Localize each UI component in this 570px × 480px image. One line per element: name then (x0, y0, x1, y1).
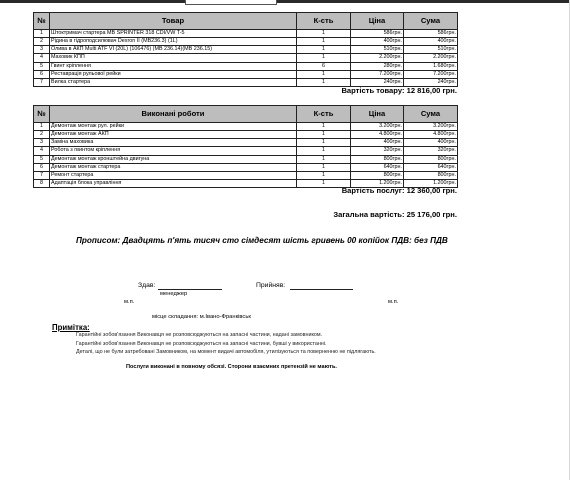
cell-price: 1.200грн. (351, 179, 404, 187)
cell-sum: 2.200грн. (404, 54, 458, 62)
header-price: Ціна (351, 106, 404, 123)
table-row (34, 163, 458, 171)
cell-no: 3 (34, 139, 50, 147)
handed-label: Здав: (138, 282, 156, 289)
goods-header-row (34, 13, 458, 30)
grand-total (250, 210, 457, 219)
cell-price: 510грн. (351, 46, 404, 54)
cell-sum: 240грн. (404, 78, 458, 86)
top-rule-left (0, 0, 185, 3)
cell-item: Вилка стартера (50, 78, 297, 86)
header-item: Товар (50, 13, 297, 30)
cell-no: 8 (34, 179, 50, 187)
cell-price: 3.200грн. (351, 123, 404, 131)
cell-sum: 586грн. (404, 30, 458, 38)
cell-no: 4 (34, 147, 50, 155)
cell-sum: 510грн. (404, 46, 458, 54)
notes-title: Примітка: (52, 323, 90, 332)
cell-sum: 1.200грн. (404, 179, 458, 187)
cell-price: 240грн. (351, 78, 404, 86)
manager-label: менеджер (160, 291, 188, 297)
cell-price: 800грн. (351, 155, 404, 163)
cell-price: 400грн. (351, 139, 404, 147)
services-total-label: Вартість послуг: (341, 186, 405, 195)
stamp-right: м.п. (388, 299, 399, 305)
services-table (33, 105, 458, 188)
cell-no: 3 (34, 46, 50, 54)
cell-item: Демонтаж монтаж рул. рейки (50, 123, 297, 131)
place-of-issue: місце складання: м.Івано-Франківськ (152, 314, 251, 320)
goods-total-value: 12 816,00 грн. (406, 86, 457, 95)
goods-table (33, 12, 458, 87)
cell-qty: 1 (297, 163, 351, 171)
cell-no: 2 (34, 131, 50, 139)
cell-item: Демонтаж монтаж АКП (50, 131, 297, 139)
table-row (34, 38, 458, 46)
cell-no: 6 (34, 163, 50, 171)
cell-price: 2.200грн. (351, 54, 404, 62)
cell-sum: 400грн. (404, 139, 458, 147)
services-total-value: 12 360,00 грн. (406, 186, 457, 195)
cell-sum: 1.680грн. (404, 62, 458, 70)
table-row (34, 131, 458, 139)
cell-qty: 1 (297, 78, 351, 86)
cell-sum: 800грн. (404, 155, 458, 163)
cell-qty: 1 (297, 131, 351, 139)
table-row (34, 46, 458, 54)
cell-qty: 1 (297, 38, 351, 46)
cell-no: 5 (34, 155, 50, 163)
cell-no: 1 (34, 123, 50, 131)
cell-item: Адаптація блока управління (50, 179, 297, 187)
top-edge (0, 0, 570, 3)
cell-price: 400грн. (351, 38, 404, 46)
table-row (34, 54, 458, 62)
cell-no: 7 (34, 171, 50, 179)
header-no: № (34, 106, 50, 123)
cell-item: Маховик КПП (50, 54, 297, 62)
received-signature-line (290, 289, 353, 290)
cell-sum: 800грн. (404, 171, 458, 179)
cell-qty: 1 (297, 179, 351, 187)
cell-price: 586грн. (351, 30, 404, 38)
goods-total (250, 86, 457, 95)
cell-item: Штоктримач стартера MB SPRINTER 318 CDI/VW T-5 (50, 30, 297, 38)
cell-sum: 400грн. (404, 38, 458, 46)
cell-qty: 1 (297, 54, 351, 62)
goods-body (34, 30, 458, 87)
header-sum: Сума (404, 13, 458, 30)
cell-item: Реставрація рульової рейки (50, 70, 297, 78)
cell-no: 6 (34, 70, 50, 78)
cell-qty: 1 (297, 70, 351, 78)
grand-total-value: 25 176,00 грн. (406, 210, 457, 219)
note-line: Деталі, що не були затребовані Замовником, на момент видачі автомобіля, утилізуються та поверненню не підлягають. (76, 349, 376, 355)
table-row (34, 139, 458, 147)
table-row (34, 155, 458, 163)
header-qty: К-сть (297, 13, 351, 30)
services-total (250, 186, 457, 195)
cell-qty: 1 (297, 171, 351, 179)
table-row (34, 70, 458, 78)
header-price: Ціна (351, 13, 404, 30)
goods-total-label: Вартість товару: (341, 86, 405, 95)
header-no: № (34, 13, 50, 30)
table-row (34, 147, 458, 155)
final-statement: Послуги виконані в повному обсязі. Сторони взаємних претензій не мають. (126, 364, 337, 370)
cell-price: 320грн. (351, 147, 404, 155)
cell-qty: 1 (297, 155, 351, 163)
cell-item: Ремонт стартера (50, 171, 297, 179)
top-field-box (185, 0, 277, 5)
received-label: Прийняв: (256, 282, 286, 289)
amount-in-words: Прописом: Двадцять п'ять тисяч сто сімдесят шість гривень 00 копійок ПДВ: без ПДВ (76, 236, 448, 245)
cell-price: 4.800грн. (351, 131, 404, 139)
header-sum: Сума (404, 106, 458, 123)
handed-signature-line (158, 289, 222, 290)
cell-sum: 320грн. (404, 147, 458, 155)
cell-sum: 7.200грн. (404, 70, 458, 78)
cell-no: 2 (34, 38, 50, 46)
cell-qty: 1 (297, 46, 351, 54)
cell-price: 640грн. (351, 163, 404, 171)
note-line: Гарантійні зобов'язання Виконавця не розповсюджуються на запасні частини, надані замовником. (76, 332, 323, 338)
cell-item: Гвинт кріплення (50, 62, 297, 70)
cell-qty: 1 (297, 123, 351, 131)
cell-qty: 6 (297, 62, 351, 70)
cell-price: 7.200грн. (351, 70, 404, 78)
services-body (34, 123, 458, 188)
cell-no: 4 (34, 54, 50, 62)
table-row (34, 123, 458, 131)
stamp-left: м.п. (124, 299, 135, 305)
cell-price: 280грн. (351, 62, 404, 70)
cell-qty: 1 (297, 139, 351, 147)
top-rule-right (277, 0, 570, 3)
grand-total-label: Загальна вартість: (333, 210, 405, 219)
note-line: Гарантійні зобов'язання Виконавця не розповсюджуються на запасні частини, бувші у використанні. (76, 341, 327, 347)
table-row (34, 30, 458, 38)
cell-item: Демонтаж монтаж стартера (50, 163, 297, 171)
cell-item: Демонтаж монтаж кронштейна двигуна (50, 155, 297, 163)
cell-no: 7 (34, 78, 50, 86)
cell-item: Рідина в гідроподсилювач Dexron II (MB236.3) (1L) (50, 38, 297, 46)
cell-sum: 640грн. (404, 163, 458, 171)
cell-qty: 1 (297, 147, 351, 155)
cell-no: 1 (34, 30, 50, 38)
cell-no: 5 (34, 62, 50, 70)
cell-item: Заміна маховика (50, 139, 297, 147)
table-row (34, 62, 458, 70)
cell-item: Олива в АКП Multi ATF VI (20L) (106476) (MB 236.14)(MB 236.15) (50, 46, 297, 54)
cell-qty: 1 (297, 30, 351, 38)
cell-price: 800грн. (351, 171, 404, 179)
header-qty: К-сть (297, 106, 351, 123)
cell-sum: 4.800грн. (404, 131, 458, 139)
cell-sum: 3.200грн. (404, 123, 458, 131)
header-item: Виконані роботи (50, 106, 297, 123)
cell-item: Робота з гвинтом кріплення (50, 147, 297, 155)
table-row (34, 171, 458, 179)
services-header-row (34, 106, 458, 123)
